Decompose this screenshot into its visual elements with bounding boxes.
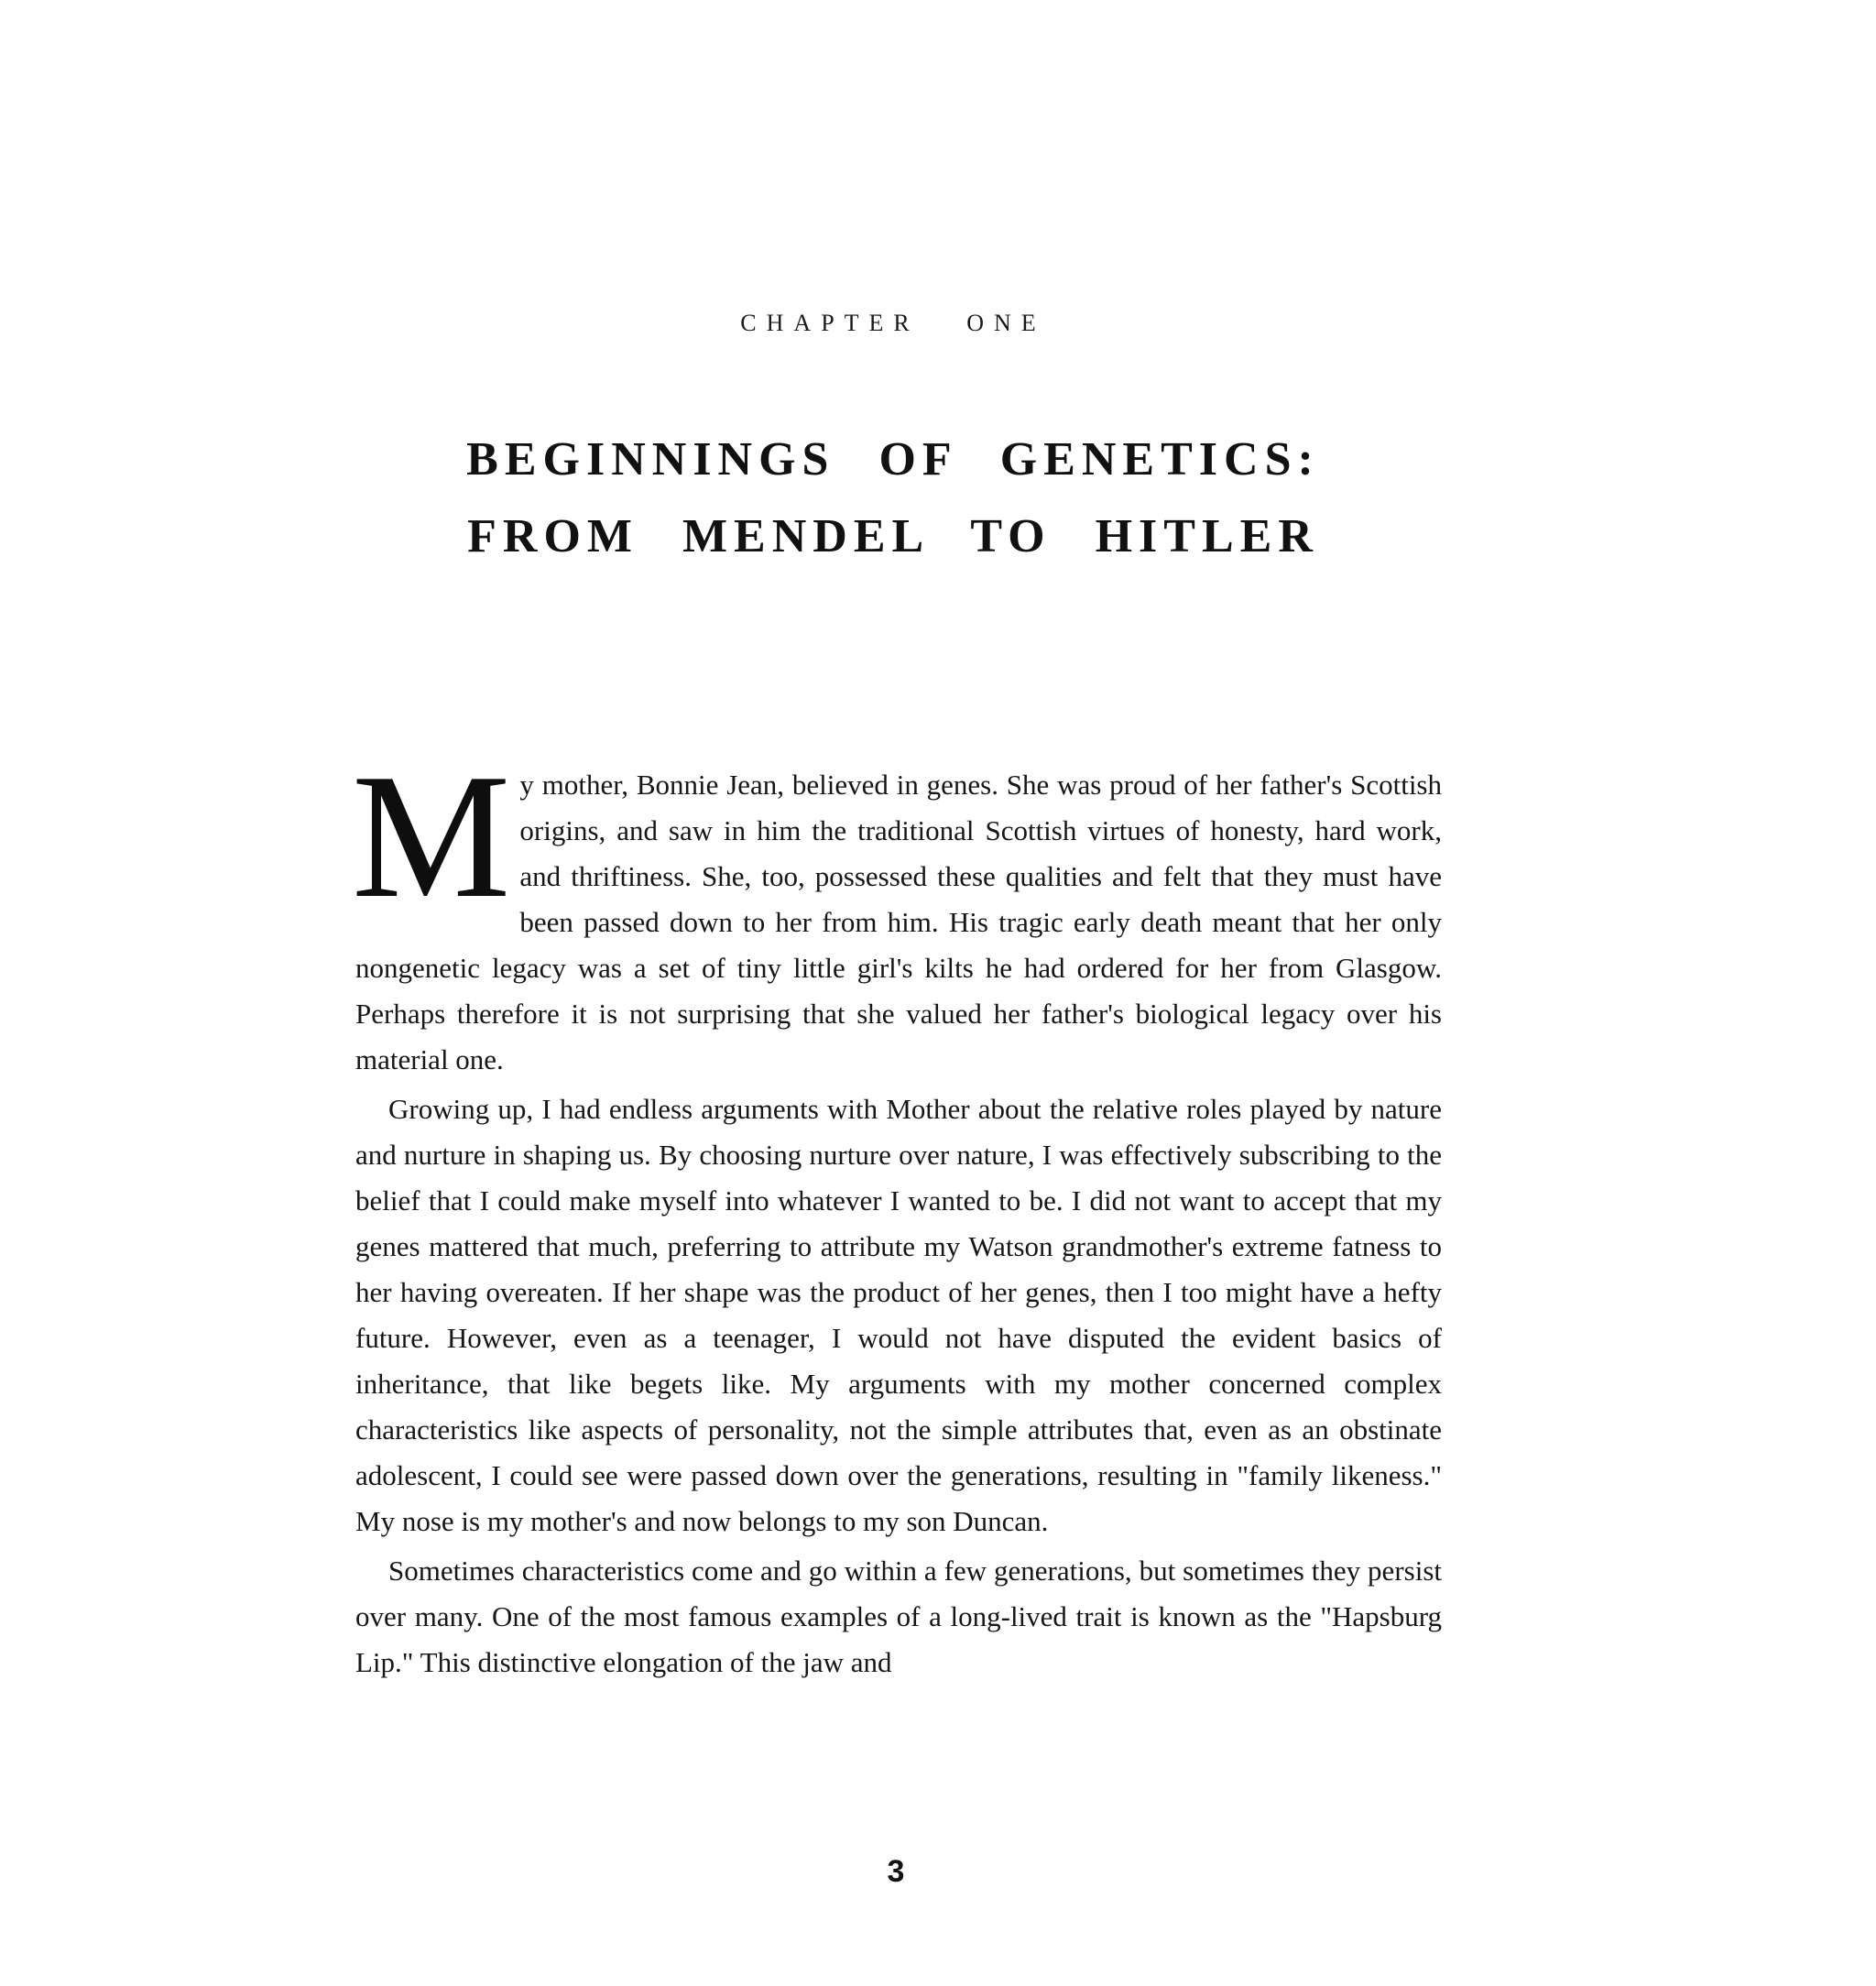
- chapter-title: [0, 421, 1786, 575]
- chapter-body: [352, 737, 1442, 1689]
- paragraph-1: [352, 737, 1442, 1083]
- chapter-title-line-1: BEGINNINGS OF GENETICS:: [466, 433, 1320, 486]
- page-number: 3: [887, 1854, 905, 1889]
- paragraph-1-text: y mother, Bonnie Jean, believed in genes. She was proud of her father's Scottish origins, and saw in him the traditional Scottish virtues of honesty, hard work, and thriftiness. She, too, possessed these qualities and felt that they must have been passed down to her from him. His tragic early death meant that her only nongenetic legacy was a set of tiny little girl's kilts he had ordered for her from Glasgow. Perhaps therefore it is not surprising that she valued her father's biological legacy over his material one.: [355, 769, 1442, 1075]
- chapter-title-line-2: FROM MENDEL TO HITLER: [467, 510, 1319, 562]
- chapter-label: CHAPTER ONE: [740, 310, 1046, 336]
- paragraph-2: Growing up, I had endless arguments with Mother about the relative roles played by nature and nurture in shaping us. By choosing nurture over nature, I was effectively subscribing to the belief that I could make myself into whatever I wanted to be. I did not want to accept that my genes mattered that much, preferring to attribute my Watson grandmother's extreme fatness to her having overeaten. If her shape was the product of her genes, then I too might have a hefty future. However, even as a teenager, I would not have disputed the evident basics of inheritance, that like begets like. My arguments with my mother concerned complex characteristics like aspects of personality, not the simple attributes that, even as an obstinate adolescent, I could see were passed down over the generations, resulting in "family likeness." My nose is my mother's and now belongs to my son Duncan.: [355, 1093, 1442, 1537]
- paragraph-3: Sometimes characteristics come and go within a few generations, but sometimes they persist over many. One of the most famous examples of a long-lived trait is known as the "Hapsburg Lip." This distinctive elongation of the jaw and: [355, 1555, 1442, 1678]
- drop-cap: M: [352, 737, 511, 935]
